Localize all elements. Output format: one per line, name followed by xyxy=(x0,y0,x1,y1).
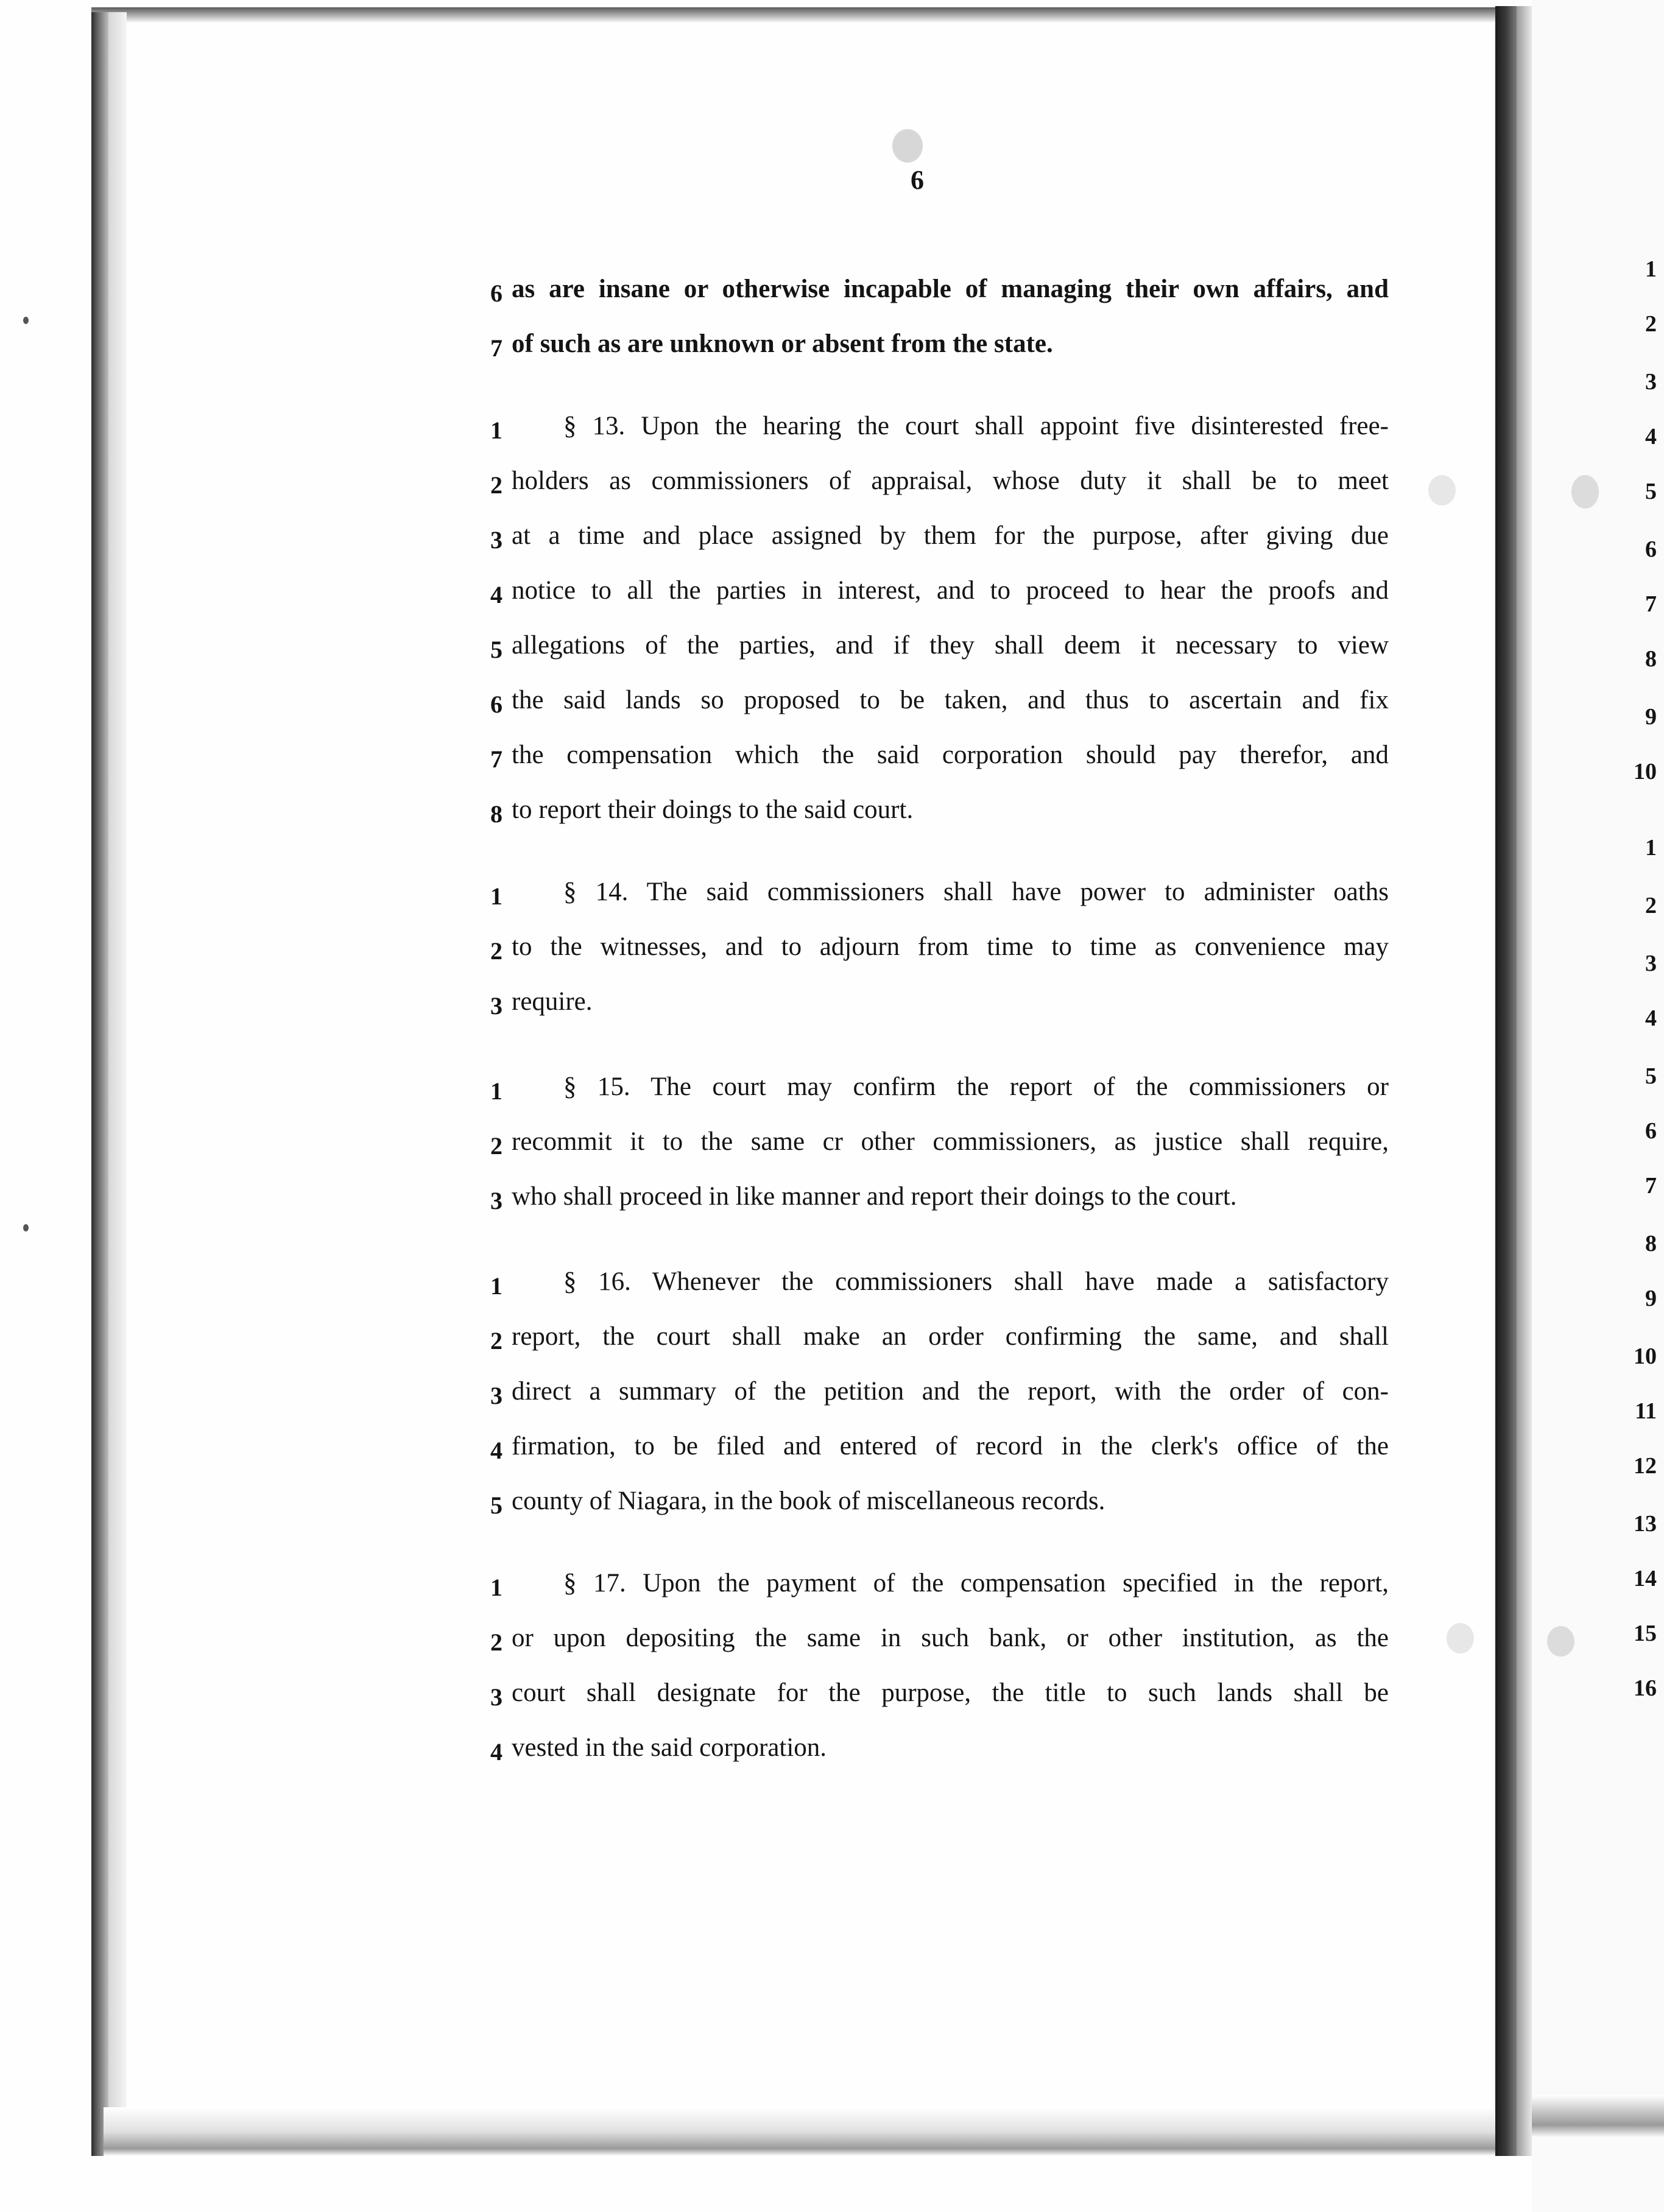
line-number: 7 xyxy=(490,745,502,773)
facing-line-number: 3 xyxy=(1645,951,1657,976)
facing-line-number: 14 xyxy=(1634,1566,1657,1591)
text-line: county of Niagara, in the book of miscellaneous records. xyxy=(512,1487,1105,1515)
page-number: 6 xyxy=(911,165,924,195)
line-number: 6 xyxy=(490,280,502,307)
facing-page-bottom-edge xyxy=(1532,2095,1664,2138)
line-number: 3 xyxy=(490,526,502,554)
text-line: report, the court shall make an order confirming the same, and shall xyxy=(512,1322,1389,1351)
text-line: recommit it to the same cr other commissioners, as justice shall require, xyxy=(512,1127,1389,1156)
line-number: 4 xyxy=(490,1738,502,1766)
facing-line-number: 15 xyxy=(1634,1621,1657,1646)
line-number: 3 xyxy=(490,992,502,1020)
text-line: direct a summary of the petition and the report, with the order of con- xyxy=(512,1377,1389,1406)
page-left-edge xyxy=(91,12,108,2156)
text-line: or upon depositing the same in such bank, or other institution, as the xyxy=(512,1624,1389,1652)
text-line: at a time and place assigned by them for the purpose, after giving due xyxy=(512,521,1389,550)
text-line: holders as commissioners of appraisal, whose duty it shall be to meet xyxy=(512,467,1389,495)
book-spine xyxy=(1495,6,1517,2156)
line-number: 2 xyxy=(490,1327,502,1354)
line-number: 1 xyxy=(490,1272,502,1300)
facing-line-number: 13 xyxy=(1634,1511,1657,1537)
facing-line-number: 10 xyxy=(1634,759,1657,784)
line-number: 2 xyxy=(490,1132,502,1160)
facing-line-number: 6 xyxy=(1645,1118,1657,1144)
book-spine-highlight xyxy=(1517,6,1532,2156)
facing-line-number: 1 xyxy=(1645,256,1657,282)
line-number: 1 xyxy=(490,1077,502,1105)
facing-line-number: 12 xyxy=(1634,1453,1657,1479)
facing-line-number: 9 xyxy=(1645,704,1657,730)
paper-blemish xyxy=(1447,1623,1474,1654)
paper-blemish xyxy=(892,129,923,163)
paper-blemish xyxy=(1547,1626,1574,1657)
scan-dust-dot xyxy=(23,1224,29,1231)
text-line: the said lands so proposed to be taken, and thus to ascertain and fix xyxy=(512,686,1389,714)
facing-line-number: 8 xyxy=(1645,646,1657,672)
section-first-line: § 15. The court may confirm the report of the commissioners or xyxy=(563,1073,1389,1101)
text-line: allegations of the parties, and if they shall deem it necessary to view xyxy=(512,631,1389,660)
line-number: 5 xyxy=(490,636,502,663)
facing-line-number: 16 xyxy=(1634,1675,1657,1701)
page-top-edge xyxy=(91,7,1504,23)
text-line: of such as are unknown or absent from the state. xyxy=(512,329,1053,358)
text-line: to report their doings to the said court. xyxy=(512,795,914,824)
line-number: 8 xyxy=(490,800,502,828)
line-number: 1 xyxy=(490,882,502,910)
text-line: to the witnesses, and to adjourn from time to time as convenience may xyxy=(512,932,1389,961)
facing-line-number: 5 xyxy=(1645,479,1657,504)
line-number: 4 xyxy=(490,581,502,608)
paper-blemish xyxy=(1571,475,1599,509)
line-number: 3 xyxy=(490,1382,502,1409)
line-number: 2 xyxy=(490,937,502,965)
text-line: firmation, to be filed and entered of record in the clerk's office of the xyxy=(512,1432,1389,1460)
facing-line-number: 5 xyxy=(1645,1063,1657,1089)
line-number: 5 xyxy=(490,1492,502,1519)
facing-line-number: 4 xyxy=(1645,1006,1657,1031)
text-line: court shall designate for the purpose, the title to such lands shall be xyxy=(512,1678,1389,1707)
facing-line-number: 8 xyxy=(1645,1231,1657,1256)
line-number: 3 xyxy=(490,1187,502,1214)
text-line: vested in the said corporation. xyxy=(512,1733,827,1762)
text-line: require. xyxy=(512,987,593,1016)
page-left-edge-highlight xyxy=(108,12,127,2156)
scan-dust-dot xyxy=(23,317,29,324)
facing-line-number: 7 xyxy=(1645,591,1657,617)
paper-blemish xyxy=(1428,475,1456,505)
text-line: the compensation which the said corporation should pay therefor, and xyxy=(512,741,1389,769)
facing-line-number: 3 xyxy=(1645,369,1657,395)
line-number: 2 xyxy=(490,1629,502,1656)
line-number: 2 xyxy=(490,471,502,499)
section-first-line: § 14. The said commissioners shall have power to administer oaths xyxy=(563,878,1389,906)
facing-line-number: 4 xyxy=(1645,424,1657,449)
facing-line-number: 1 xyxy=(1645,835,1657,861)
text-line: who shall proceed in like manner and report their doings to the court. xyxy=(512,1182,1237,1211)
facing-line-number: 11 xyxy=(1635,1398,1657,1424)
line-number: 6 xyxy=(490,691,502,718)
facing-line-number: 6 xyxy=(1645,537,1657,562)
section-first-line: § 13. Upon the hearing the court shall appoint five disinterested free- xyxy=(563,412,1389,440)
text-line: notice to all the parties in interest, and to proceed to hear the proofs and xyxy=(512,576,1389,605)
facing-line-number: 10 xyxy=(1634,1344,1657,1369)
page-bottom-edge xyxy=(104,2107,1498,2156)
line-number: 7 xyxy=(490,334,502,362)
facing-line-number: 9 xyxy=(1645,1286,1657,1311)
line-number: 1 xyxy=(490,1574,502,1601)
facing-line-number: 2 xyxy=(1645,311,1657,337)
line-number: 3 xyxy=(490,1683,502,1711)
facing-line-number: 7 xyxy=(1645,1173,1657,1199)
section-first-line: § 16. Whenever the commissioners shall have made a satisfactory xyxy=(563,1267,1389,1296)
text-line: as are insane or otherwise incapable of managing their own affairs, and xyxy=(512,275,1389,303)
facing-line-number: 2 xyxy=(1645,893,1657,918)
line-number: 4 xyxy=(490,1437,502,1464)
line-number: 1 xyxy=(490,417,502,444)
section-first-line: § 17. Upon the payment of the compensation specified in the report, xyxy=(563,1569,1389,1597)
